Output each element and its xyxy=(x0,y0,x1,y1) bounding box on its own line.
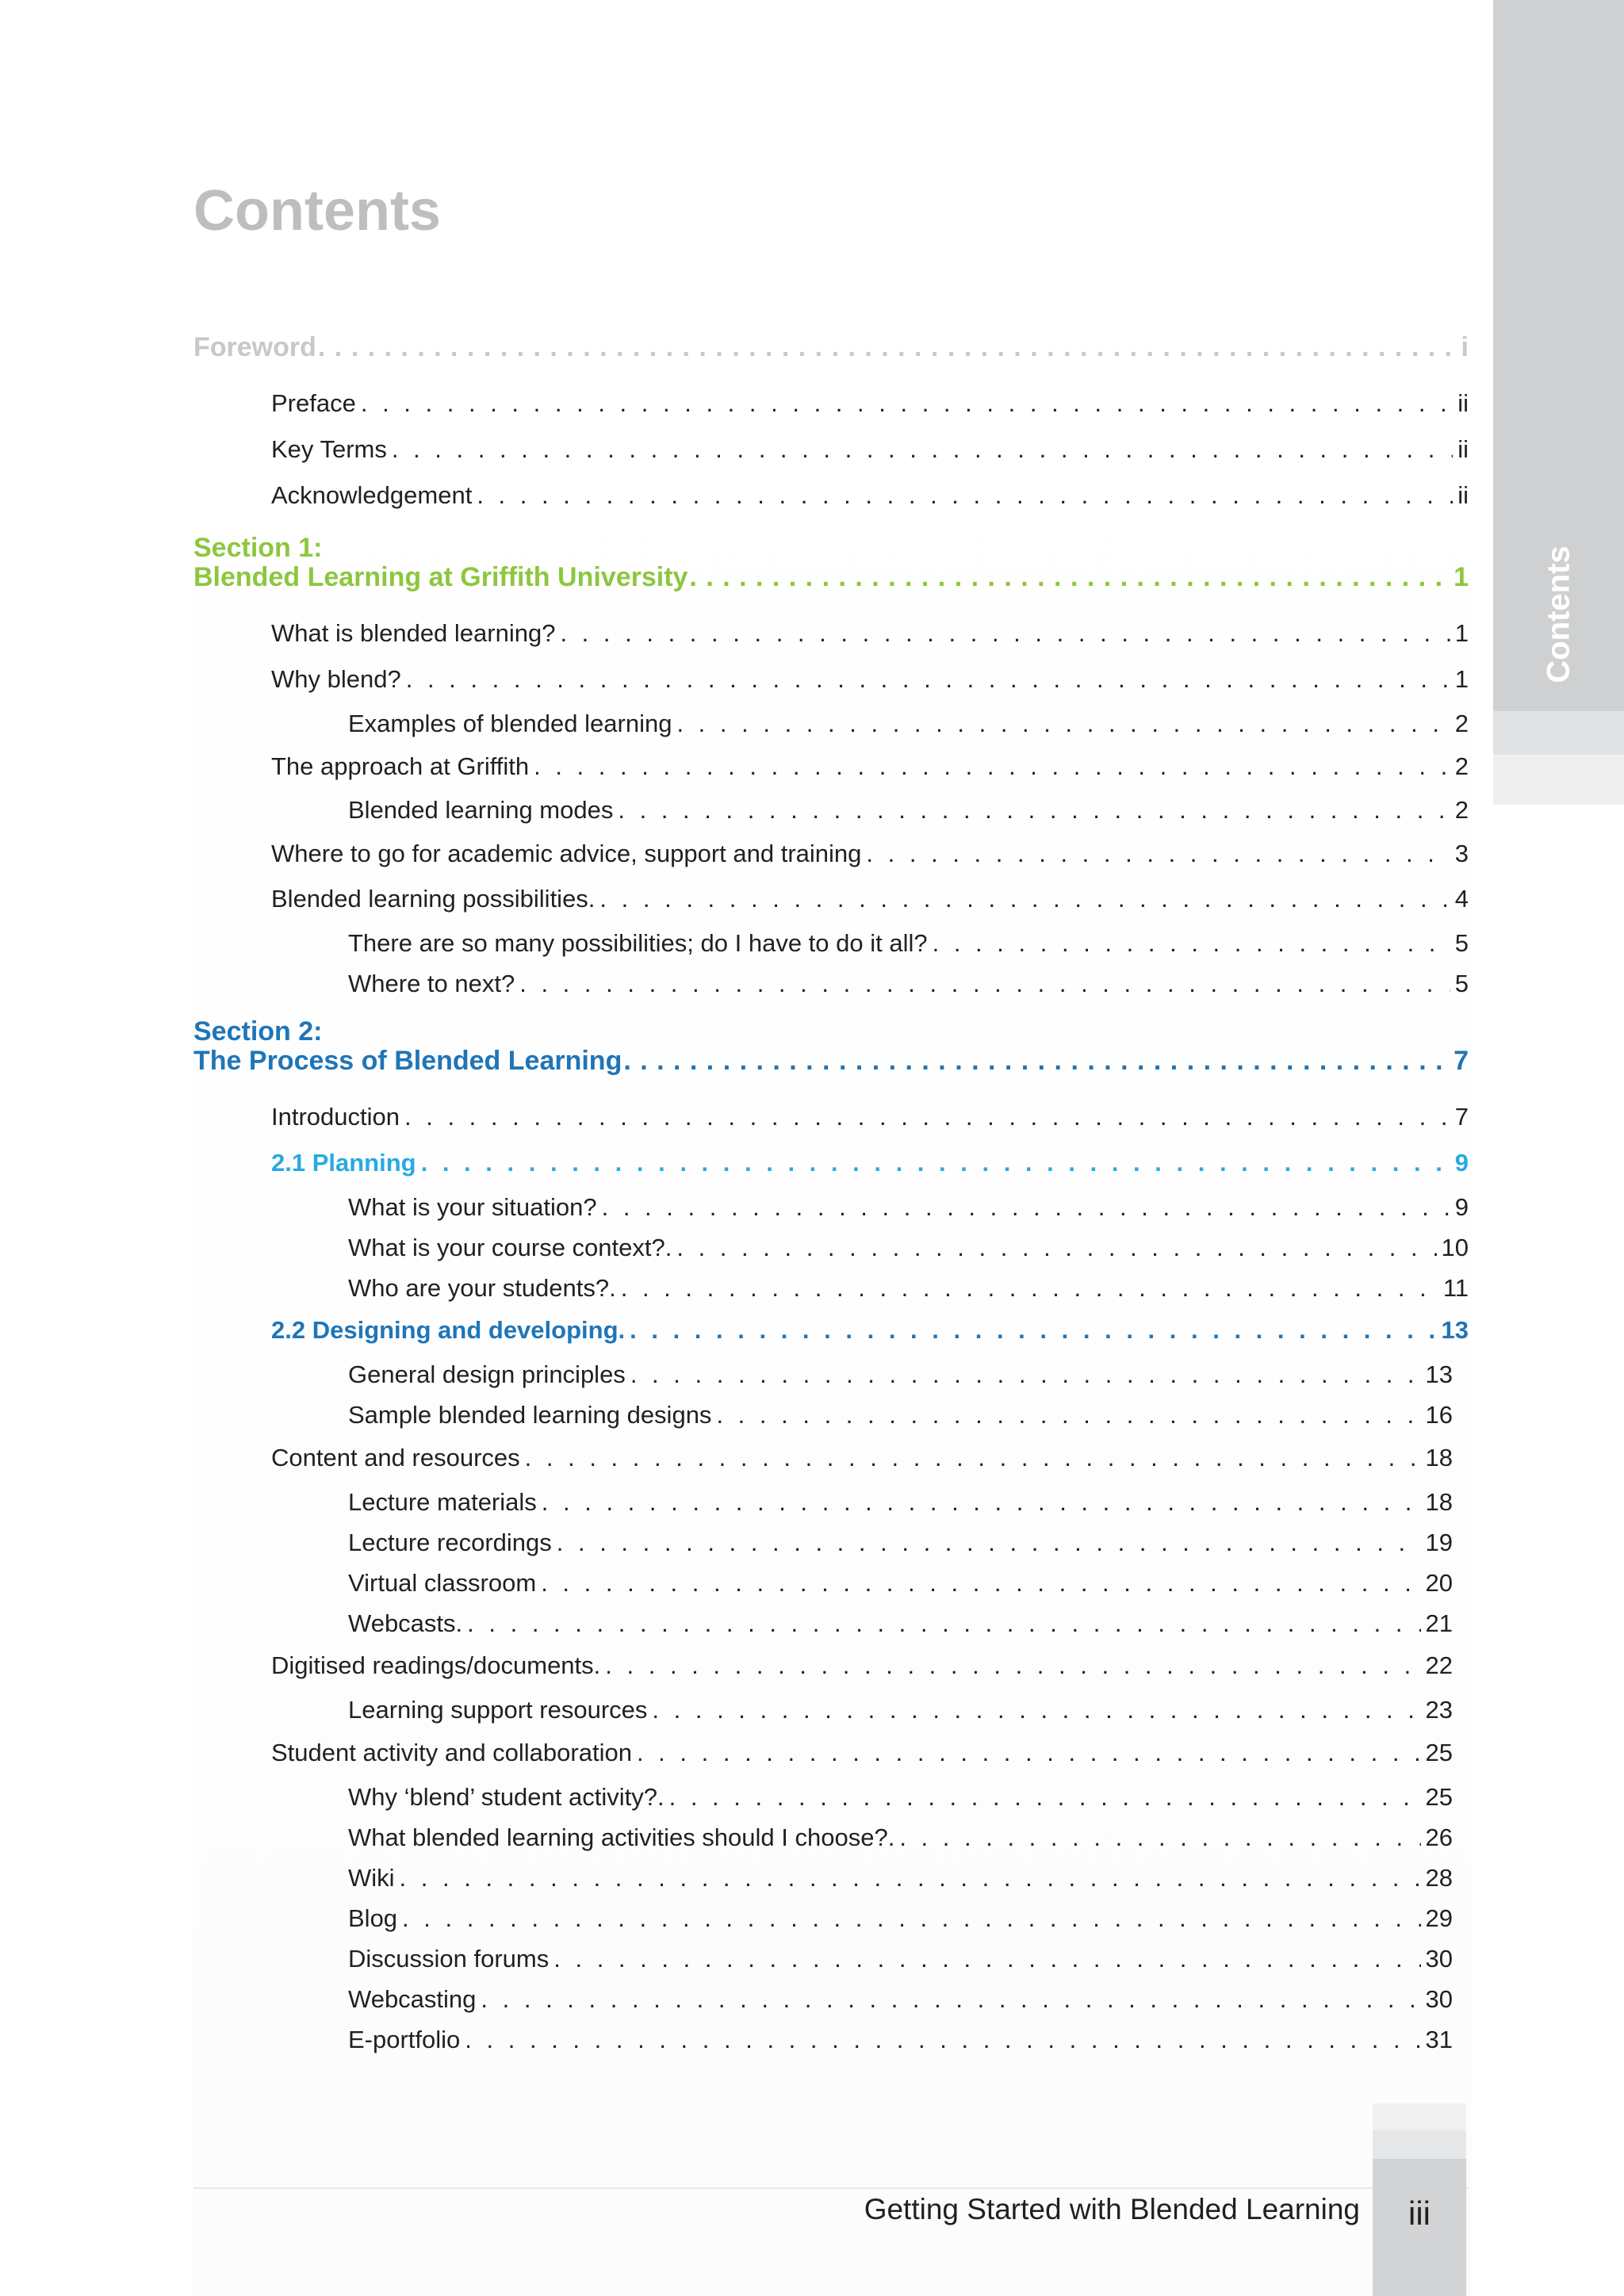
toc-label: General design principles xyxy=(348,1360,626,1388)
toc-page: 29 xyxy=(1425,1904,1453,1932)
toc-subentry[interactable] xyxy=(348,1695,1453,1724)
footer-tab-band xyxy=(1373,2103,1466,2130)
dot-leader xyxy=(630,1360,1421,1389)
toc-subentry[interactable] xyxy=(348,1233,1469,1262)
dot-leader xyxy=(534,752,1450,781)
toc-label: Webcasts. xyxy=(348,1609,463,1637)
toc-label: Examples of blended learning xyxy=(348,710,672,737)
dot-leader xyxy=(637,1738,1421,1767)
dot-leader xyxy=(689,561,1452,594)
toc-entry[interactable] xyxy=(271,752,1469,781)
dot-leader xyxy=(553,1944,1420,1973)
toc-designing[interactable] xyxy=(271,1315,1469,1345)
toc-page: ii xyxy=(1457,389,1469,417)
toc-label: Wiki xyxy=(348,1864,395,1892)
toc-page: 2 xyxy=(1454,710,1469,737)
footer-divider xyxy=(193,2187,1469,2189)
toc-label: Why blend? xyxy=(271,665,401,693)
dot-leader xyxy=(557,1528,1421,1557)
toc-label: Digitised readings/documents. xyxy=(271,1651,601,1679)
toc-page: 5 xyxy=(1454,970,1469,997)
toc-page: 1 xyxy=(1454,562,1469,592)
toc-page: ii xyxy=(1457,481,1469,509)
toc-label: The Process of Blended Learning xyxy=(193,1046,622,1076)
side-tab-band xyxy=(1493,755,1624,805)
toc-label: Acknowledgement xyxy=(271,481,473,509)
dot-leader xyxy=(542,1487,1421,1517)
toc-label: Blended Learning at Griffith University xyxy=(193,562,688,592)
dot-leader xyxy=(465,2025,1420,2054)
toc-label: E-portfolio xyxy=(348,2026,461,2053)
toc-page: 5 xyxy=(1454,929,1469,957)
toc-label: Foreword xyxy=(193,332,316,362)
toc-label: Discussion forums xyxy=(348,1945,550,1973)
toc-page: 30 xyxy=(1425,1985,1453,2013)
toc-label: Where to next? xyxy=(348,970,515,997)
toc-subentry[interactable] xyxy=(348,1863,1453,1892)
toc-label: Content and resources xyxy=(271,1444,520,1471)
dot-leader xyxy=(404,1102,1450,1131)
dot-leader xyxy=(652,1695,1420,1724)
toc-label: There are so many possibilities; do I have to do it all? xyxy=(348,929,928,957)
footer-page-number: iii xyxy=(1408,2195,1431,2232)
dot-leader xyxy=(623,1045,1452,1077)
toc-label: What is your course context?. xyxy=(348,1234,672,1261)
page-title: Contents xyxy=(193,179,441,243)
dot-leader xyxy=(676,709,1450,738)
toc-subentry[interactable] xyxy=(348,1568,1453,1598)
toc-page: 18 xyxy=(1425,1488,1453,1516)
toc-page: 4 xyxy=(1454,885,1469,913)
dot-leader xyxy=(400,1863,1421,1892)
toc-label: Introduction xyxy=(271,1103,400,1131)
toc-subentry[interactable] xyxy=(348,709,1469,738)
toc-label: Why ‘blend’ student activity?. xyxy=(348,1783,665,1811)
dot-leader xyxy=(392,434,1453,464)
dot-leader xyxy=(599,884,1450,913)
toc-entry[interactable] xyxy=(271,664,1469,694)
toc-page: 2 xyxy=(1454,796,1469,824)
side-tab-label: Contents xyxy=(1541,545,1576,683)
toc-page: 11 xyxy=(1442,1274,1469,1302)
section1-heading: Section 1: xyxy=(193,533,323,563)
toc-label: Who are your students?. xyxy=(348,1274,616,1302)
dot-leader xyxy=(630,1315,1436,1345)
toc-entry[interactable] xyxy=(271,618,1469,648)
toc-page: ii xyxy=(1457,435,1469,463)
toc-subentry[interactable] xyxy=(348,1400,1453,1429)
toc-planning[interactable] xyxy=(271,1148,1469,1177)
dot-leader xyxy=(541,1568,1420,1598)
toc-entry[interactable] xyxy=(271,480,1469,510)
dot-leader xyxy=(519,969,1450,998)
toc-entry[interactable] xyxy=(271,1102,1469,1131)
toc-label: The approach at Griffith xyxy=(271,752,530,780)
toc-page: 19 xyxy=(1425,1529,1453,1556)
toc-subentry[interactable] xyxy=(348,2025,1453,2054)
toc-entry[interactable] xyxy=(271,1443,1453,1472)
toc-subentry[interactable] xyxy=(348,1192,1469,1222)
toc-entry[interactable] xyxy=(271,884,1469,913)
toc-subentry[interactable] xyxy=(348,1904,1453,1933)
toc-label: What is your situation? xyxy=(348,1193,597,1221)
toc-foreword[interactable] xyxy=(193,331,1469,364)
toc-label: Where to go for academic advice, support and training xyxy=(271,840,862,867)
dot-leader xyxy=(602,1192,1450,1222)
toc-subentry[interactable] xyxy=(348,1273,1469,1303)
toc-page: 23 xyxy=(1425,1696,1453,1724)
dot-leader xyxy=(621,1273,1438,1303)
toc-label: Lecture materials xyxy=(348,1488,537,1516)
dot-leader xyxy=(716,1400,1420,1429)
toc-label: Blog xyxy=(348,1904,398,1932)
toc-label: Virtual classroom xyxy=(348,1569,537,1597)
toc-subentry[interactable] xyxy=(348,1609,1453,1638)
toc-page: 13 xyxy=(1425,1360,1453,1388)
dot-leader xyxy=(669,1782,1421,1812)
toc-page: i xyxy=(1461,332,1469,362)
toc-subentry[interactable] xyxy=(348,1782,1453,1812)
toc-page: 13 xyxy=(1441,1316,1469,1344)
toc-subentry[interactable] xyxy=(348,1984,1453,2014)
dot-leader xyxy=(421,1148,1450,1177)
toc-page: 7 xyxy=(1454,1103,1469,1131)
toc-label: Learning support resources xyxy=(348,1696,648,1724)
toc-page: 25 xyxy=(1425,1739,1453,1766)
dot-leader xyxy=(361,388,1453,418)
toc-label: Webcasting xyxy=(348,1985,477,2013)
toc-page: 31 xyxy=(1425,2026,1453,2053)
toc-subentry[interactable] xyxy=(348,969,1469,998)
toc-page: 9 xyxy=(1454,1149,1469,1177)
toc-page: 2 xyxy=(1454,752,1469,780)
toc-label: 2.2 Designing and developing. xyxy=(271,1316,626,1344)
toc-page: 25 xyxy=(1425,1783,1453,1811)
toc-subentry[interactable] xyxy=(348,1528,1453,1557)
toc-entry[interactable] xyxy=(271,1738,1453,1767)
dot-leader xyxy=(525,1443,1421,1472)
toc-subentry[interactable] xyxy=(348,795,1469,825)
toc-section2[interactable] xyxy=(193,1045,1469,1077)
dot-leader xyxy=(618,795,1450,825)
dot-leader xyxy=(899,1823,1420,1852)
side-tab-band xyxy=(1493,711,1624,755)
dot-leader xyxy=(676,1233,1436,1262)
toc-label: Blended learning possibilities. xyxy=(271,885,596,913)
toc-subentry[interactable] xyxy=(348,928,1469,958)
dot-leader xyxy=(481,1984,1420,2014)
toc-label: 2.1 Planning xyxy=(271,1149,416,1177)
toc-label: Blended learning modes xyxy=(348,796,614,824)
toc-subentry[interactable] xyxy=(348,1823,1453,1852)
toc-page: 1 xyxy=(1454,619,1469,647)
toc-label: What blended learning activities should I choose?. xyxy=(348,1823,895,1851)
toc-page: 28 xyxy=(1425,1864,1453,1892)
toc-label: Student activity and collaboration xyxy=(271,1739,632,1766)
toc-label: Preface xyxy=(271,389,356,417)
toc-page: 22 xyxy=(1425,1651,1453,1679)
toc-page: 7 xyxy=(1454,1046,1469,1076)
toc-label: What is blended learning? xyxy=(271,619,556,647)
toc-label: Lecture recordings xyxy=(348,1529,552,1556)
dot-leader xyxy=(605,1651,1420,1680)
toc-page: 20 xyxy=(1425,1569,1453,1597)
toc-page: 26 xyxy=(1425,1823,1453,1851)
toc-entry[interactable] xyxy=(271,434,1469,464)
toc-entry[interactable] xyxy=(271,839,1469,868)
dot-leader xyxy=(406,664,1450,694)
toc-section1[interactable] xyxy=(193,561,1469,594)
toc-label: Sample blended learning designs xyxy=(348,1401,712,1429)
section2-heading: Section 2: xyxy=(193,1016,323,1047)
toc-page: 16 xyxy=(1425,1401,1453,1429)
dot-leader xyxy=(318,331,1460,364)
toc-page: 10 xyxy=(1441,1234,1469,1261)
dot-leader xyxy=(933,928,1450,958)
dot-leader xyxy=(560,618,1450,648)
dot-leader xyxy=(402,1904,1420,1933)
toc-label: Key Terms xyxy=(271,435,387,463)
footer-tab-band xyxy=(1373,2130,1466,2159)
toc-subentry[interactable] xyxy=(348,1487,1453,1517)
toc-entry[interactable] xyxy=(271,388,1469,418)
toc-page: 9 xyxy=(1454,1193,1469,1221)
toc-subentry[interactable] xyxy=(348,1360,1453,1389)
dot-leader xyxy=(467,1609,1420,1638)
toc-entry[interactable] xyxy=(271,1651,1453,1680)
toc-subentry[interactable] xyxy=(348,1944,1453,1973)
toc-page: 1 xyxy=(1454,665,1469,693)
toc-page: 21 xyxy=(1425,1609,1453,1637)
dot-leader xyxy=(866,839,1450,868)
dot-leader xyxy=(477,480,1453,510)
footer-book-title: Getting Started with Blended Learning xyxy=(864,2193,1360,2225)
toc-page: 3 xyxy=(1454,840,1469,867)
toc-page: 30 xyxy=(1425,1945,1453,1973)
toc-page: 18 xyxy=(1425,1444,1453,1471)
